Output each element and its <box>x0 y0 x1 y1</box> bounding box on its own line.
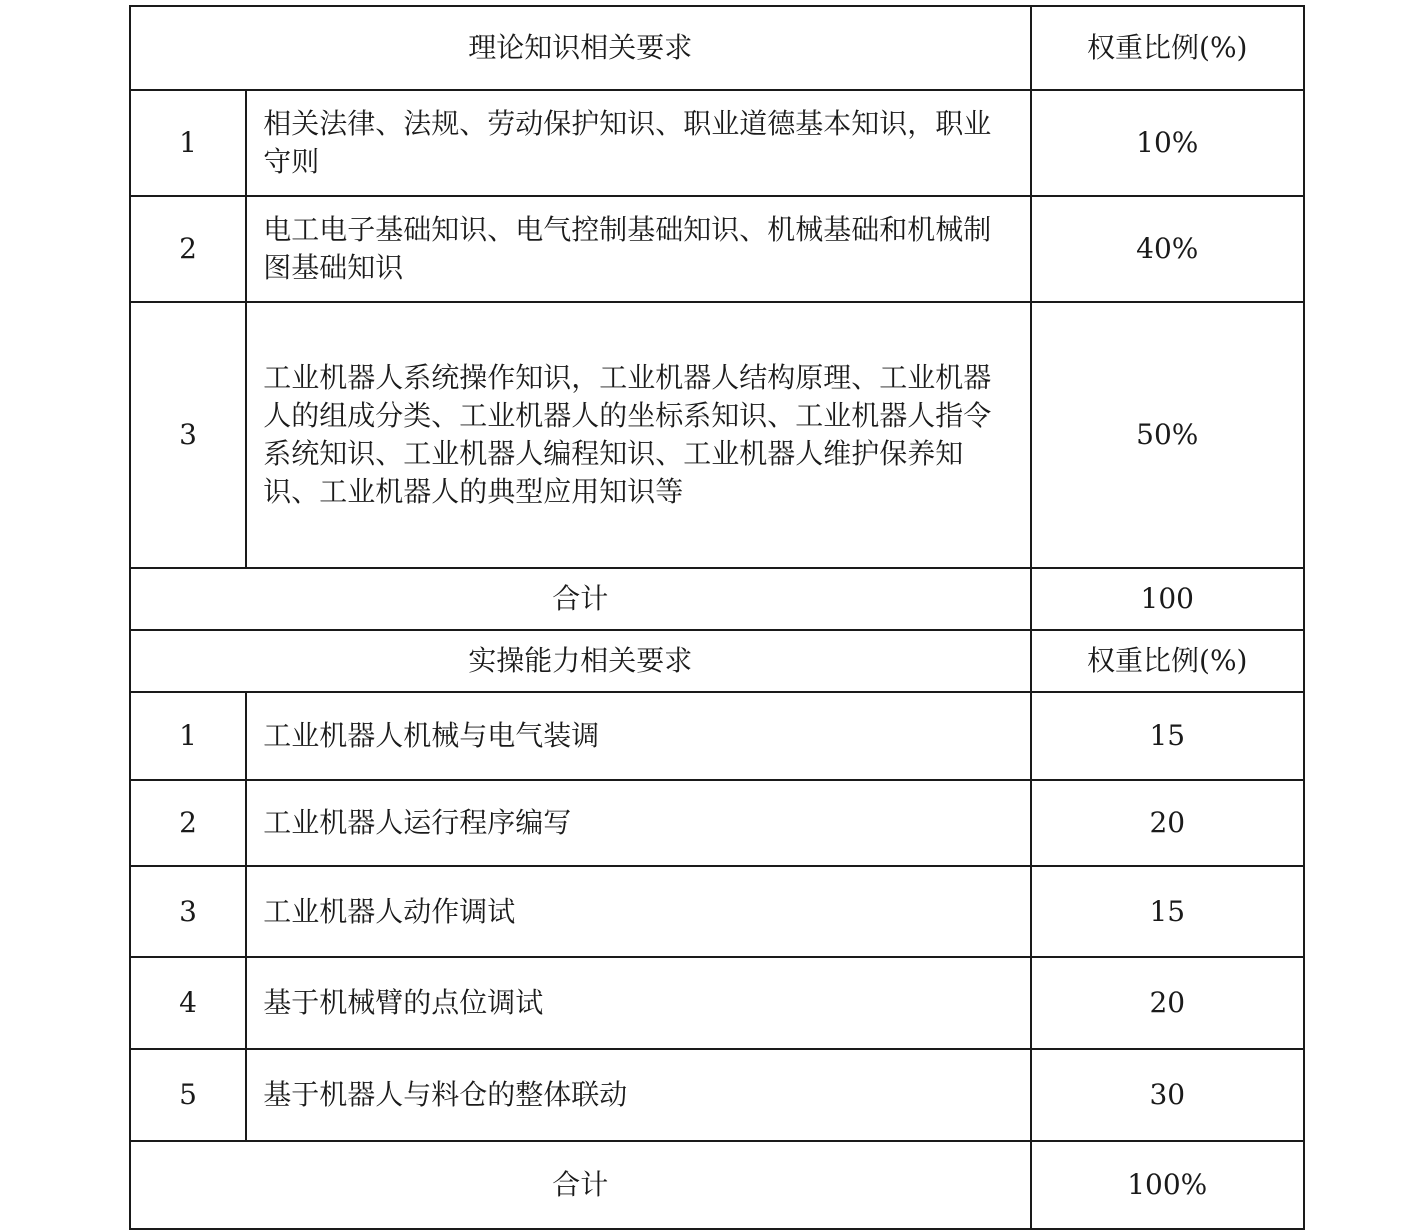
row-weight: 15 <box>1031 866 1304 957</box>
practice-header-row <box>130 630 1304 692</box>
table-row <box>130 1049 1304 1141</box>
practice-total-label: 合计 <box>130 1141 1031 1229</box>
table-row <box>130 90 1304 196</box>
table-row <box>130 302 1304 568</box>
row-number: 5 <box>130 1049 246 1141</box>
row-weight: 30 <box>1031 1049 1304 1141</box>
row-content: 电工电子基础知识、电气控制基础知识、机械基础和机械制图基础知识 <box>246 196 1030 302</box>
row-number: 1 <box>130 692 246 780</box>
table-row <box>130 780 1304 866</box>
row-number: 4 <box>130 957 246 1049</box>
theory-header: 理论知识相关要求 <box>130 6 1031 90</box>
theory-weight-header: 权重比例(%) <box>1031 6 1304 90</box>
row-number: 2 <box>130 780 246 866</box>
row-content: 基于机械臂的点位调试 <box>246 957 1030 1049</box>
row-number: 3 <box>130 866 246 957</box>
row-number: 2 <box>130 196 246 302</box>
theory-total-label: 合计 <box>130 568 1031 630</box>
theory-header-row <box>130 6 1304 90</box>
row-number: 3 <box>130 302 246 568</box>
practice-total-value: 100% <box>1031 1141 1304 1229</box>
practice-weight-header: 权重比例(%) <box>1031 630 1304 692</box>
row-content: 相关法律、法规、劳动保护知识、职业道德基本知识，职业守则 <box>246 90 1030 196</box>
weight-table <box>129 5 1305 1230</box>
row-content: 工业机器人动作调试 <box>246 866 1030 957</box>
row-number: 1 <box>130 90 246 196</box>
row-content: 工业机器人机械与电气装调 <box>246 692 1030 780</box>
row-content: 工业机器人运行程序编写 <box>246 780 1030 866</box>
practice-header: 实操能力相关要求 <box>130 630 1031 692</box>
row-weight: 10% <box>1031 90 1304 196</box>
row-content: 基于机器人与料仓的整体联动 <box>246 1049 1030 1141</box>
row-content: 工业机器人系统操作知识，工业机器人结构原理、工业机器人的组成分类、工业机器人的坐标系知识、工业机器人指令系统知识、工业机器人编程知识、工业机器人维护保养知识、工业机器人的典型应用知识等 <box>246 302 1030 568</box>
table-row <box>130 196 1304 302</box>
row-weight: 50% <box>1031 302 1304 568</box>
table-row <box>130 692 1304 780</box>
theory-total-row <box>130 568 1304 630</box>
table-row <box>130 957 1304 1049</box>
row-weight: 20 <box>1031 957 1304 1049</box>
row-weight: 40% <box>1031 196 1304 302</box>
table-row <box>130 866 1304 957</box>
row-weight: 15 <box>1031 692 1304 780</box>
row-weight: 20 <box>1031 780 1304 866</box>
theory-total-value: 100 <box>1031 568 1304 630</box>
practice-total-row <box>130 1141 1304 1229</box>
